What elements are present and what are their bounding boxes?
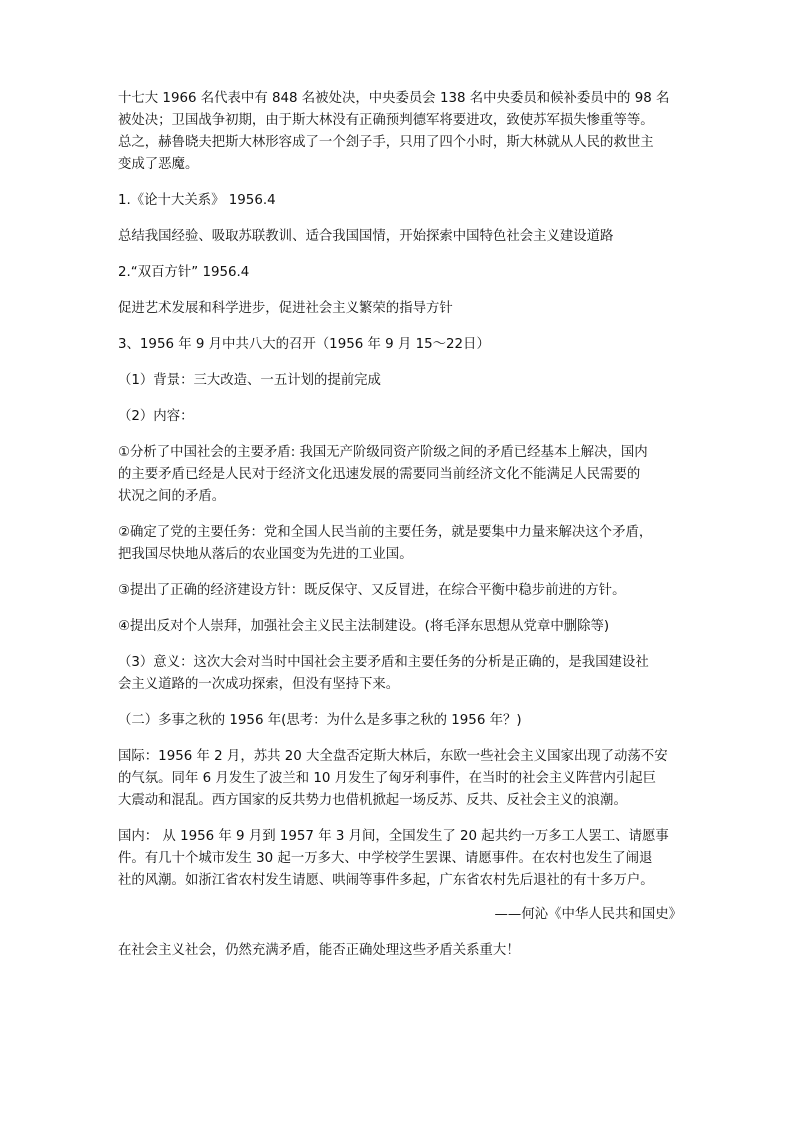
double-hundred-summary: 促进艺术发展和科学进步，促进社会主义繁荣的指导方针: [118, 301, 453, 316]
text-line: 社的风潮。如浙江省农村发生请愿、哄闹等事件多起，广东省农村先后退社的有十多万户。: [118, 873, 654, 888]
international-paragraph: [118, 746, 682, 812]
heading-double-hundred: 2.“双百方针” 1956.4: [118, 265, 250, 280]
text-line: 的气氛。同年 6 月发生了波兰和 10 月发生了匈牙利事件，在当时的社会主义阵营内引起巨: [118, 771, 657, 786]
heading-eventful-1956: （二）多事之秋的 1956 年(思考：为什么是多事之秋的 1956 年？): [118, 713, 522, 728]
text-line: 大震动和混乱。西方国家的反共势力也借机掀起一场反苏、反共、反社会主义的浪潮。: [118, 793, 627, 808]
conclusion-paragraph: 在社会主义社会，仍然充满矛盾，能否正确处理这些矛盾关系重大！: [118, 943, 520, 958]
text-line: 件。有几十个城市发生 30 起一万多大、中学校学生罢课、请愿事件。在农村也发生了闹退: [118, 851, 653, 866]
text-line: 国内： 从 1956 年 9 月到 1957 年 3 月间，全国发生了 20 起共约一万多工人罢工、请愿事: [118, 829, 669, 844]
content-item-economic-policy: ③提出了正确的经济建设方针：既反保守、又反冒进，在综合平衡中稳步前进的方针。: [118, 583, 626, 598]
text-line: 变成了恶魔。: [118, 157, 199, 172]
congress-significance: [118, 652, 682, 696]
domestic-paragraph: [118, 826, 682, 892]
content-item-main-contradiction: [118, 442, 682, 508]
heading-ten-relations: 1.《论十大关系》 1956.4: [118, 193, 276, 208]
congress-content-heading: （2）内容：: [118, 409, 194, 424]
text-line: （3）意义：这次大会对当时中国社会主要矛盾和主要任务的分析是正确的，是我国建设社: [118, 655, 649, 670]
text-line: ①分析了中国社会的主要矛盾: 我国无产阶级同资产阶级之间的矛盾已经基本上解决，国内: [118, 445, 648, 460]
source-citation: ——何沁《中华人民共和国史》: [494, 907, 682, 922]
text-line: 把我国尽快地从落后的农业国变为先进的工业国。: [118, 547, 413, 562]
congress-background: （1）背景：三大改造、一五计划的提前完成: [118, 373, 381, 388]
content-item-main-task: [118, 522, 682, 566]
text-line: 被处决；卫国战争初期，由于斯大林没有正确预判德军将要进攻，致使苏军损失惨重等等。: [118, 113, 654, 128]
text-line: 总之，赫鲁晓夫把斯大林形容成了一个刽子手，只用了四个小时，斯大林就从人民的救世主: [118, 135, 654, 150]
ten-relations-summary: 总结我国经验、吸取苏联教训、适合我国国情，开始探索中国特色社会主义建设道路: [118, 229, 614, 244]
text-line: ②确定了党的主要任务：党和全国人民当前的主要任务，就是要集中力量来解决这个矛盾，: [118, 525, 653, 540]
text-line: 的主要矛盾已经是人民对于经济文化迅速发展的需要同当前经济文化不能满足人民需要的: [118, 467, 641, 482]
text-line: 十七大 1966 名代表中有 848 名被处决，中央委员会 138 名中央委员和候补委员中的 98 名: [118, 91, 670, 106]
text-line: 状况之间的矛盾。: [118, 489, 226, 504]
text-line: 会主义道路的一次成功探索，但没有坚持下来。: [118, 677, 400, 692]
intro-paragraph: [118, 88, 682, 176]
heading-eighth-congress: 3、1956 年 9 月中共八大的召开（1956 年 9 月 15～22日）: [118, 337, 490, 352]
content-item-personality-cult: ④提出反对个人崇拜，加强社会主义民主法制建设。(将毛泽东思想从党章中删除等): [118, 619, 610, 634]
text-line: 国际：1956 年 2 月，苏共 20 大全盘否定斯大林后，东欧一些社会主义国家出现了动荡不安: [118, 749, 668, 764]
